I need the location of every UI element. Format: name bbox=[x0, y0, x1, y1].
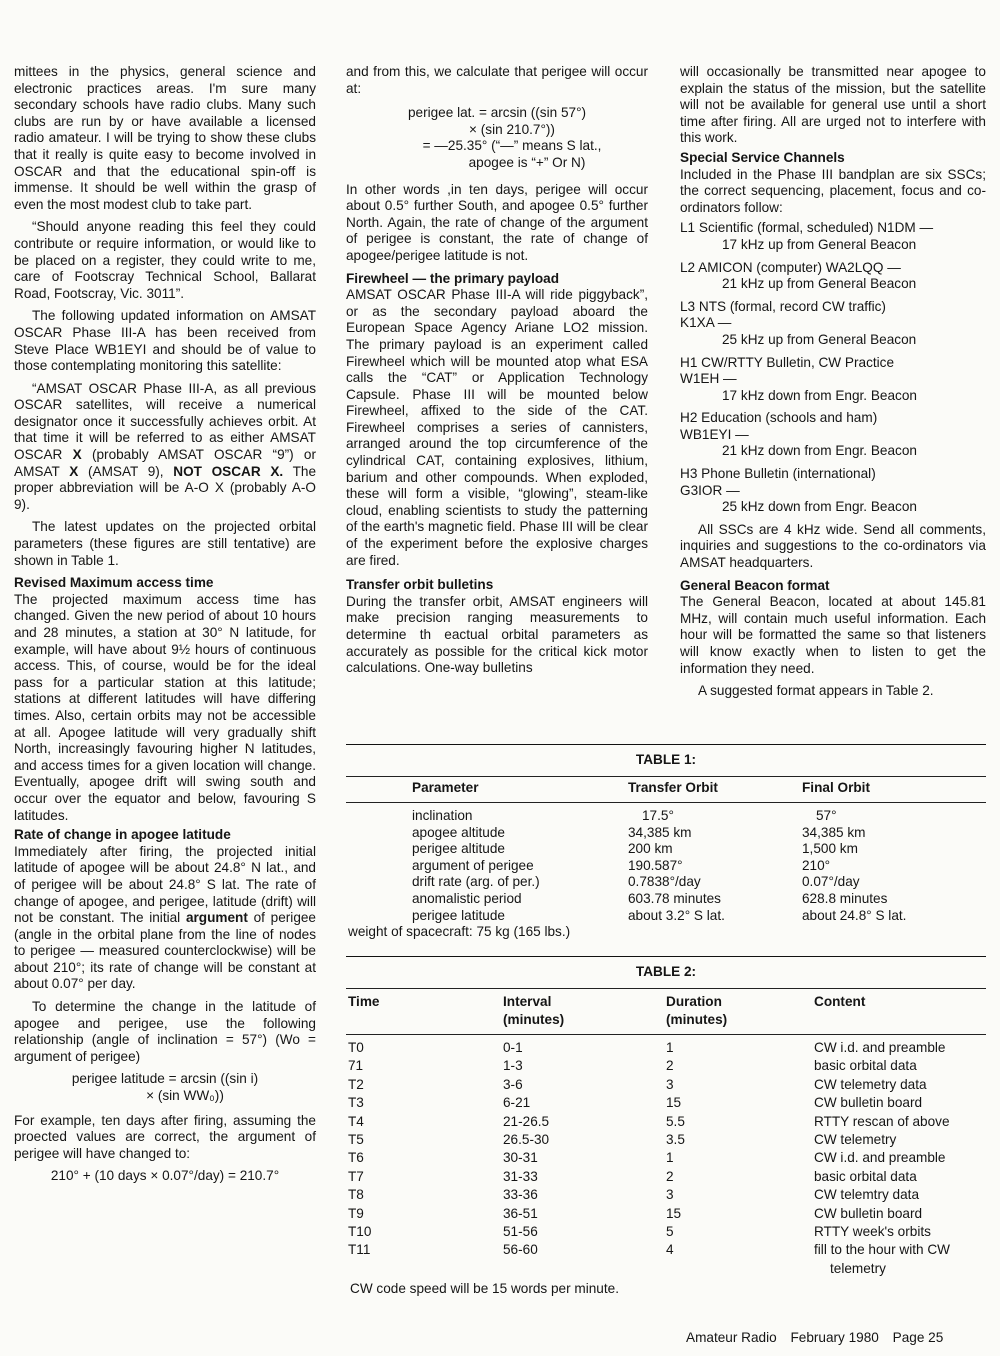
table-cell: 5 bbox=[666, 1223, 674, 1239]
channel-coordinator: K1XA — bbox=[680, 315, 732, 331]
table-row-continuation bbox=[346, 1260, 986, 1278]
channel-entry bbox=[680, 299, 986, 349]
section-heading: Rate of change in apogee latitude bbox=[14, 827, 231, 843]
table-cell: T3 bbox=[348, 1095, 364, 1111]
paragraph: The following updated information on AMSAT OSCAR Phase III-A has been received from Steve Place WB1EYI and should be of value to those contemplating monitoring this satellite: bbox=[14, 308, 316, 374]
equation-line: perigee latitude = arcsin ((sin i) bbox=[71, 1071, 259, 1087]
table-cell: 603.78 minutes bbox=[628, 890, 721, 906]
channel-frequency: 25 kHz down from Engr. Beacon bbox=[722, 499, 917, 515]
table-cell: T8 bbox=[348, 1187, 364, 1203]
table-cell: CW telemtry data bbox=[814, 1187, 919, 1203]
table-cell: 0.07°/day bbox=[802, 874, 860, 890]
channel-entry bbox=[680, 355, 986, 405]
table-2-body bbox=[346, 1039, 986, 1298]
table-row bbox=[346, 1223, 986, 1241]
table-cell: perigee latitude bbox=[412, 907, 505, 923]
table-header-row bbox=[346, 992, 986, 1010]
equation: 210° + (10 days × 0.07°/day) = 210.7° bbox=[50, 1168, 280, 1184]
table-cell: 5.5 bbox=[666, 1113, 685, 1129]
column-header-units: (minutes) bbox=[666, 1012, 728, 1028]
table-cell: 0-1 bbox=[503, 1040, 523, 1055]
column-header: Duration bbox=[666, 994, 722, 1009]
table-cell: 1 bbox=[666, 1040, 674, 1055]
table-note bbox=[346, 924, 986, 941]
table-cell: 1,500 km bbox=[802, 841, 858, 857]
table-divider bbox=[346, 1034, 986, 1035]
table-row bbox=[346, 908, 986, 925]
column-header-units: (minutes) bbox=[503, 1012, 565, 1028]
page-number: Page 25 bbox=[892, 1330, 944, 1345]
paragraph: The projected maximum access time has changed. Given the new period of about 10 hours and 28 minutes, a station at 30° N latitude, for example, will have about 9½ hours of continuous access. This, of course, would be for the ideal pass for a particular station at this latitude; stations at different latitudes will have differing times. Also, certain orbits may not be accessible at all. Apogee latitude will very gradually shift North, increasingly favouring higher N latitudes, and access times for a given location will change. Eventually, apogee drift will swing south and occur over the equator and below, favouring S latitudes. bbox=[14, 591, 316, 823]
table-divider bbox=[346, 776, 986, 777]
table-row bbox=[346, 808, 986, 825]
table-row bbox=[346, 1205, 986, 1223]
equation-line: × (sin WW₀)) bbox=[146, 1088, 224, 1104]
equation bbox=[14, 1071, 316, 1104]
table-note bbox=[346, 1280, 986, 1298]
table-cell: argument of perigee bbox=[412, 857, 534, 873]
table-header-row bbox=[346, 1010, 986, 1028]
table-note-text: weight of spacecraft: 75 kg (165 lbs.) bbox=[348, 924, 571, 940]
table-cell: 31-33 bbox=[503, 1168, 538, 1184]
table-cell: T0 bbox=[348, 1040, 364, 1055]
table-row bbox=[346, 1131, 986, 1149]
table-cell: 3 bbox=[666, 1187, 674, 1203]
issue-date: February 1980 bbox=[790, 1330, 879, 1345]
column-header: Final Orbit bbox=[802, 780, 870, 795]
table-cell: 57° bbox=[816, 808, 837, 823]
channel-coordinator: W1EH — bbox=[680, 371, 737, 387]
table-cell: anomalistic period bbox=[412, 890, 522, 906]
paragraph: mittees in the physics, general science and electronic practices areas. I'm sure many secondary schools have radio clubs. Many such clubs are run by or have available a licensed radio amateur. I will be trying to show these clubs that it really is quite easy to become involved in OSCAR and that the educational spin-off is immense. It should be well within the grasp of even the most modest club to take part. bbox=[14, 64, 316, 212]
table-1-title: TABLE 1: bbox=[635, 752, 697, 767]
table-cell: T11 bbox=[348, 1242, 371, 1258]
column-header: Parameter bbox=[412, 780, 479, 795]
paragraph: Immediately after firing, the projected initial latitude of apogee will be about 24.8° N lat., and of perigee will be about 24.8° S lat. The rate of change of apogee, and perigee, latitude (drift) will not be constant. The initial argument of perigee (angle in the orbital plane from the line of nodes to perigee — measured counterclockwise) will be about 210°; its rate of change will be constant at about 0.07° per day. bbox=[14, 843, 316, 992]
column-header: Time bbox=[348, 994, 380, 1009]
paragraph: For example, ten days after firing, assuming the proected values are correct, the argument of perigee will have changed to: bbox=[14, 1112, 316, 1161]
channel-entry bbox=[680, 260, 986, 293]
table-divider bbox=[346, 956, 986, 957]
channel-entry bbox=[680, 466, 986, 516]
column-1 bbox=[14, 64, 316, 1193]
table-header-row bbox=[346, 780, 986, 797]
table-cell: inclination bbox=[412, 808, 473, 823]
paragraph: Included in the Phase III bandplan are six SSCs; the correct sequencing, placement, focus and co-ordinators follow: bbox=[680, 166, 986, 215]
table-cell: T6 bbox=[348, 1150, 364, 1166]
table-cell: basic orbital data bbox=[814, 1168, 917, 1184]
channel-name: L3 NTS (formal, record CW traffic) bbox=[680, 298, 886, 314]
channel-name: H2 Education (schools and ham) bbox=[680, 410, 878, 426]
equation-line: apogee is “+” Or N) bbox=[468, 154, 586, 170]
table-cell: CW telemetry data bbox=[814, 1076, 927, 1092]
section-heading: Firewheel — the primary payload bbox=[346, 270, 560, 286]
paragraph: In other words ,in ten days, perigee will occur about 0.5° further South, and apogee 0.5° further North. Again, the rate of change of the argument of perigee is constant, the rate of change of apogee/perigee latitude is not. bbox=[346, 181, 648, 263]
table-row bbox=[346, 1113, 986, 1131]
table-cell: 15 bbox=[666, 1095, 682, 1111]
table-cell: about 3.2° S lat. bbox=[628, 907, 725, 923]
table-cell: basic orbital data bbox=[814, 1058, 917, 1074]
table-cell: CW telemetry bbox=[814, 1131, 897, 1147]
table-1-body bbox=[346, 808, 986, 941]
table-cell: about 24.8° S lat. bbox=[802, 907, 907, 923]
table-cell: drift rate (arg. of per.) bbox=[412, 874, 540, 890]
channel-frequency: 17 kHz up from General Beacon bbox=[722, 236, 917, 252]
table-cell: 17.5° bbox=[642, 808, 674, 823]
channel-frequency: 21 kHz up from General Beacon bbox=[722, 276, 917, 292]
table-cell: 34,385 km bbox=[628, 824, 692, 840]
paragraph: To determine the change in the latitude of apogee and perigee, use the following relationship (angle of inclination = 57°) (Wo = argument of perigee) bbox=[14, 999, 316, 1064]
channel-frequency: 25 kHz up from General Beacon bbox=[722, 331, 917, 347]
table-row bbox=[346, 1168, 986, 1186]
table-divider bbox=[346, 802, 986, 803]
channel-frequency: 17 kHz down from Engr. Beacon bbox=[722, 387, 917, 403]
table-cell: perigee altitude bbox=[412, 841, 505, 857]
channel-name: L1 Scientific (formal, scheduled) N1DM — bbox=[680, 220, 934, 236]
table-row bbox=[346, 1186, 986, 1204]
column-3 bbox=[680, 64, 986, 706]
table-cell: 3-6 bbox=[503, 1076, 523, 1092]
table-cell: 200 km bbox=[628, 841, 673, 857]
table-cell: 33-36 bbox=[503, 1187, 538, 1203]
table-row bbox=[346, 825, 986, 842]
equation bbox=[346, 105, 648, 171]
table-2 bbox=[346, 992, 986, 1029]
paragraph: All SSCs are 4 kHz wide. Send all comments, inquiries and suggestions to the co-ordinators via AMSAT headquarters. bbox=[680, 521, 986, 571]
table-cell: 1 bbox=[666, 1150, 674, 1166]
table-row bbox=[346, 1241, 986, 1259]
table-cell: fill to the hour with CW bbox=[814, 1242, 950, 1258]
table-row bbox=[346, 1057, 986, 1075]
table-row bbox=[346, 841, 986, 858]
table-row bbox=[346, 874, 986, 891]
page-footer bbox=[686, 1330, 953, 1345]
channel-coordinator: G3IOR — bbox=[680, 482, 740, 498]
paragraph: AMSAT OSCAR Phase III-A will ride piggyback”, or as the secondary payload aboard the European Space Agency Ariane LO2 mission. The primary payload is an experiment called Firewheel which will be mounted atop what ESA calls the “CAT” or Application Technology Capsule. Phase III will be mounted below Firewheel, affixed to the side of the CAT. Firewheel comprises a series of cannisters, arranged around the top circumference of the cylindrical CAT, containing explosives, lithium, barium and other compounds. When exploded, these will form a visible, “glowing”, steam-like cloud, enabling scientists to study the patterning of the earth's magnetic field. Phase III will be clear of the experiment before the explosive charges are fired. bbox=[346, 287, 648, 568]
table-cell: T10 bbox=[348, 1223, 372, 1239]
table-cell: 628.8 minutes bbox=[802, 890, 888, 906]
table-cell: 51-56 bbox=[503, 1223, 538, 1239]
channel-name: H3 Phone Bulletin (international) bbox=[680, 466, 876, 482]
column-2 bbox=[346, 64, 648, 677]
table-cell: CW i.d. and preamble bbox=[814, 1040, 946, 1055]
table-cell: 2 bbox=[666, 1168, 674, 1184]
table-row bbox=[346, 891, 986, 908]
table-row bbox=[346, 1094, 986, 1112]
table-cell: 71 bbox=[348, 1058, 364, 1074]
table-cell: 190.587° bbox=[628, 857, 683, 873]
table-cell: 34,385 km bbox=[802, 824, 866, 840]
table-cell: T4 bbox=[348, 1113, 364, 1129]
table-cell: 0.7838°/day bbox=[628, 874, 701, 890]
table-cell: 210° bbox=[802, 857, 831, 873]
table-cell: 26.5-30 bbox=[503, 1131, 550, 1147]
column-header: Transfer Orbit bbox=[628, 780, 718, 795]
table-cell: 21-26.5 bbox=[503, 1113, 550, 1129]
section-heading: Transfer orbit bulletins bbox=[346, 577, 494, 593]
channel-entry bbox=[680, 410, 986, 460]
equation-line: perigee lat. = arcsin ((sin 57°) bbox=[407, 105, 587, 121]
table-cell: T5 bbox=[348, 1131, 364, 1147]
table-cell: T9 bbox=[348, 1205, 364, 1221]
table-row bbox=[346, 1149, 986, 1167]
table-cell: 15 bbox=[666, 1205, 682, 1221]
table-cell: telemetry bbox=[830, 1260, 886, 1276]
table-2-title: TABLE 2: bbox=[635, 964, 697, 979]
table-cell: 36-51 bbox=[503, 1205, 538, 1221]
table-cell: T7 bbox=[348, 1168, 364, 1184]
channel-coordinator: WB1EYI — bbox=[680, 426, 749, 442]
table-cell: CW i.d. and preamble bbox=[814, 1150, 946, 1166]
section-heading: Special Service Channels bbox=[680, 149, 845, 165]
table-cell: 56-60 bbox=[503, 1242, 538, 1258]
paragraph: “Should anyone reading this feel they could contribute or require information, or would like to be placed on a register, they could write to me, care of Footscray Technical School, Ballarat Road, Footscray, Vic. 3011”. bbox=[14, 219, 316, 301]
section-heading: General Beacon format bbox=[680, 577, 830, 593]
table-cell: CW bulletin board bbox=[814, 1095, 923, 1111]
equation-line: × (sin 210.7°)) bbox=[469, 121, 555, 137]
table-cell: 3 bbox=[666, 1076, 674, 1092]
equation-line: = —25.35° (“—” means S lat., bbox=[422, 138, 602, 154]
column-header: Content bbox=[814, 994, 866, 1009]
table-cell: 2 bbox=[666, 1058, 674, 1074]
table-note-text: CW code speed will be 15 words per minute. bbox=[350, 1281, 619, 1297]
paragraph: The latest updates on the projected orbital parameters (these figures are still tentative) are shown in Table 1. bbox=[14, 519, 316, 568]
table-cell: RTTY rescan of above bbox=[814, 1113, 950, 1129]
table-cell: RTTY week's orbits bbox=[814, 1223, 931, 1239]
table-cell: CW bulletin board bbox=[814, 1205, 923, 1221]
channel-frequency: 21 kHz down from Engr. Beacon bbox=[722, 443, 917, 459]
table-row bbox=[346, 1076, 986, 1094]
publication-name: Amateur Radio bbox=[686, 1330, 777, 1345]
paragraph: A suggested format appears in Table 2. bbox=[698, 683, 934, 699]
table-row bbox=[346, 1039, 986, 1057]
paragraph: The General Beacon, located at about 145.81 MHz, will contain much useful information. Each hour will be formatted the same so that listeners will know exactly when to listen to get the information they need. bbox=[680, 594, 986, 676]
paragraph: and from this, we calculate that perigee will occur at: bbox=[346, 64, 648, 96]
table-cell: T2 bbox=[348, 1076, 364, 1092]
paragraph: During the transfer orbit, AMSAT engineers will make precision ranging measurements to determine th eactual orbital parameters as accurately as possible for the critical kick motor calculations. One-way bulletins bbox=[346, 593, 648, 676]
section-heading: Revised Maximum access time bbox=[14, 575, 214, 591]
table-cell: 3.5 bbox=[666, 1131, 685, 1147]
column-header: Interval bbox=[503, 994, 552, 1009]
table-cell: apogee altitude bbox=[412, 824, 505, 840]
channel-entry bbox=[680, 220, 986, 253]
table-cell: 1-3 bbox=[503, 1058, 523, 1074]
channel-name: H1 CW/RTTY Bulletin, CW Practice bbox=[680, 354, 895, 370]
paragraph: will occasionally be transmitted near apogee to explain the status of the mission, but the satellite will not be available for general use until a short time after firing. All are urged not to interfere with this work. bbox=[680, 64, 986, 146]
table-cell: 30-31 bbox=[503, 1150, 538, 1166]
channel-name: L2 AMICON (computer) WA2LQQ — bbox=[680, 259, 901, 275]
table-cell: 4 bbox=[666, 1242, 674, 1258]
table-divider bbox=[346, 988, 986, 989]
table-divider bbox=[346, 744, 986, 745]
table-cell: 6-21 bbox=[503, 1095, 531, 1111]
paragraph: “AMSAT OSCAR Phase III-A, as all previous OSCAR satellites, will receive a numerical designator once it successfully achieves orbit. At that time it will be referred to as either AMSAT OSCAR X (probably AMSAT OSCAR “9”) or AMSAT X (AMSAT 9), NOT OSCAR X. The proper abbreviation will be A-O X (probably A-O 9). bbox=[14, 380, 317, 512]
table-1 bbox=[346, 780, 986, 797]
table-row bbox=[346, 858, 986, 875]
